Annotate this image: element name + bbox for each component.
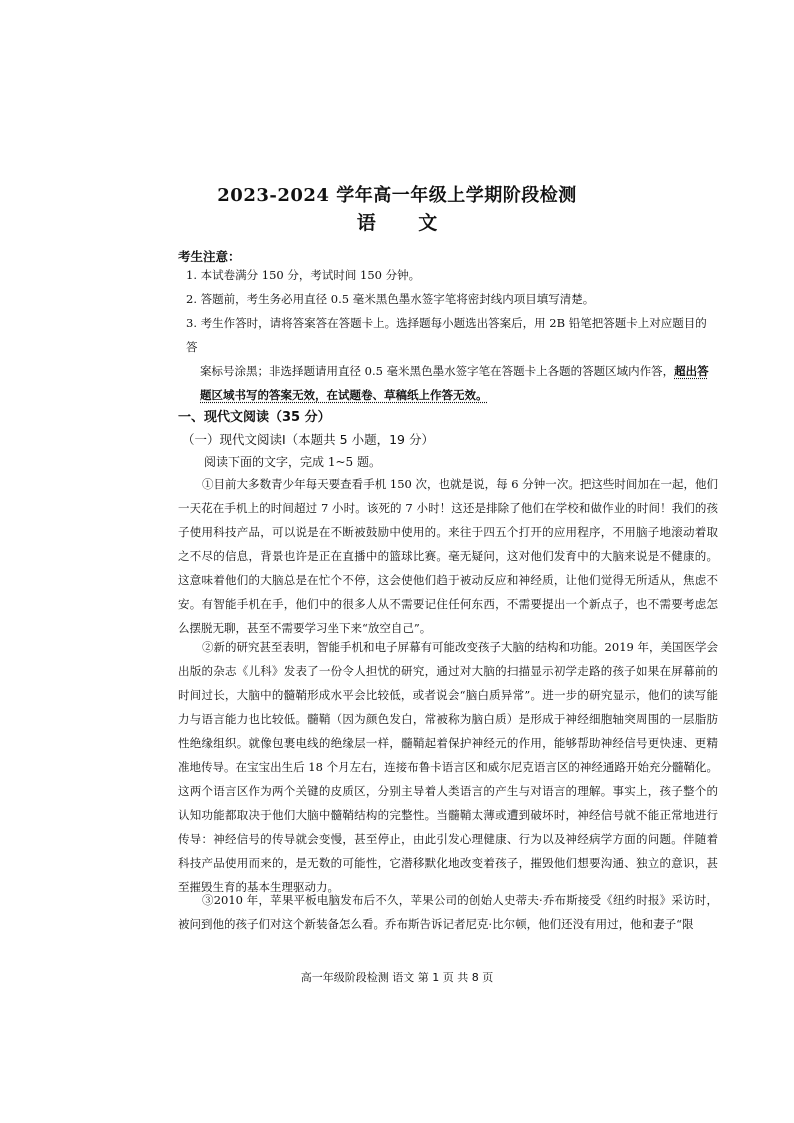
notice-item-1: 1. 本试卷满分 150 分，考试时间 150 分钟。: [186, 268, 421, 282]
notice-item-3-line-1: 3. 考生作答时，请将答案答在答题卡上。选择题每小题选出答案后，用 2B 铅笔把答题卡上对应题目的答: [186, 316, 707, 354]
subject-title: 语 文: [356, 212, 456, 234]
passage-paragraph-2: ②新的研究甚至表明，智能手机和电子屏幕有可能改变孩子大脑的结构和功能。2019 年，美国医学会出版的杂志《儿科》发表了一份令人担忧的研究，通过对大脑的扫描显示初学走路的孩子如果在屏幕前的时间过长，大脑中的髓鞘形成水平会比较低，或者说会“脑白质异常”。进一步的研究显示，他们的读写能力与语言能力也比较低。髓鞘（因为颜色发白，常被称为脑白质）是形成于神经细胞轴突周围的一层脂肪性绝缘组织。就像包裹电线的绝缘层一样，髓鞘起着保护神经元的作用，能够帮助神经信号更快速、更精准地传导。在宝宝出生后 18 个月左右，连接布鲁卡语言区和威尔尼克语言区的神经通路开始充分髓鞘化。这两个语言区作为两个关键的皮质区，分别主导着人类语言的产生与对语言的理解。事实上，孩子整个的认知功能都取决于他们大脑中髓鞘结构的完整性。当髓鞘太薄或遭到破坏时，神经信号就不能正常地进行传导：神经信号的传导就会变慢，甚至停止，由此引发心理健康、行为以及神经病学方面的问题。伴随着科技产品使用而来的，是无数的可能性，它潜移默化地改变着孩子，摧毁他们想要沟通、独立的意识，甚至摧毁生育的基本生理驱动力。: [178, 640, 718, 894]
reading-instruction: 阅读下面的文字，完成 1~5 题。: [204, 455, 381, 469]
notice-item-2: 2. 答题前，考生务必用直径 0.5 毫米黑色墨水签字笔将密封线内项目填写清楚。: [186, 292, 595, 306]
passage-paragraph-3: ③2010 年，苹果平板电脑发布后不久，苹果公司的创始人史蒂夫·乔布斯接受《纽约时报》采访时，被问到他的孩子们对这个新装备怎么看。乔布斯告诉记者尼克·比尔顿，他们还没有用过，他和妻子“限: [178, 893, 718, 931]
notice-heading: 考生注意：: [178, 249, 241, 264]
notice-item-3-emphasis: 超出答题区域书写的答案无效，在试题卷、草稿纸上作答无效。: [200, 364, 709, 402]
page-title: 2023-2024 学年高一年级上学期阶段检测: [217, 185, 577, 206]
notice-item-3-text: 案标号涂黑；非选择题请用直径 0.5 毫米黑色墨水签字笔在答题卡上各题的答题区域内作答，: [200, 364, 675, 378]
notice-item-3-line-2: [186, 359, 718, 407]
passage-paragraph-1: ①目前大多数青少年每天要查看手机 150 次，也就是说，每 6 分钟一次。把这些时间加在一起，他们一天花在手机上的时间超过 7 小时。该死的 7 小时！这还是排除了他们在学校和做作业的时间！我们的孩子使用科技产品，可以说是在不断被鼓励中使用的。来往于四五个打开的应用程序，不用脑子地滚动着取之不尽的信息，背景也许是正在直播中的篮球比赛。毫无疑问，这对他们发育中的大脑来说是不健康的。这意味着他们的大脑总是在忙个不停，这会使他们趋于被动反应和神经质，让他们觉得无所适从，焦虑不安。有智能手机在手，他们中的很多人从不需要记住任何东西，不需要提出一个新点子，也不需要考虑怎么摆脱无聊，甚至不需要学习坐下来“放空自己”。: [178, 477, 718, 635]
section-title: 一、现代文阅读（35 分）: [178, 410, 331, 425]
page-footer: 高一年级阶段检测 语文 第 1 页 共 8 页: [300, 971, 494, 984]
subsection-title: （一）现代文阅读Ⅰ（本题共 5 小题，19 分）: [182, 432, 434, 447]
notice-item-3: [186, 311, 718, 407]
